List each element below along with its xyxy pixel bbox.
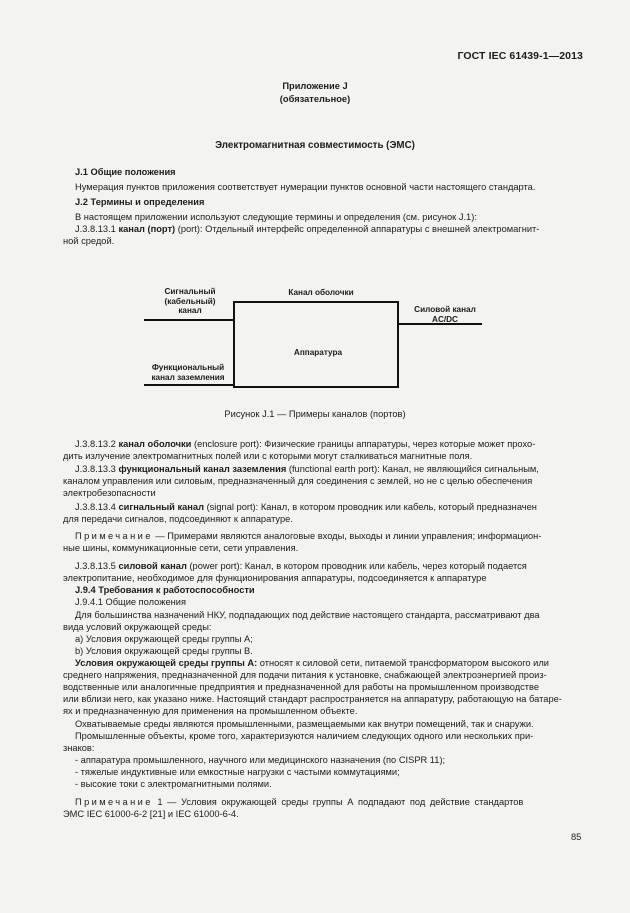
list-item-b: b) Условия окружающей среды группы В. — [75, 646, 253, 656]
bullet-item-2: - тяжелые индуктивные или емкостные нагрузки с частыми коммутациями; — [75, 767, 400, 777]
label-enclosure-port: Канал оболочки — [288, 288, 354, 297]
list-item-a: a) Условия окружающей среды группы А; — [75, 634, 253, 644]
note-2: Примечание 1 — Условия окружающей среды группы А подпадают под действие стандартов — [75, 797, 524, 807]
j1-heading: J.1 Общие положения — [75, 167, 176, 177]
definition-port-cont: ной средой. — [63, 236, 115, 246]
bullet-item-3: - высокие токи с электромагнитными полями. — [75, 779, 272, 789]
j1-text: Нумерация пунктов приложения соответствует нумерации пунктов основной части настоящего стандарта. — [75, 182, 536, 192]
j94-p1-cont: вида условий окружающей среды: — [63, 622, 212, 632]
definition-earth-cont2: электробезопасности — [63, 488, 156, 498]
label-signal-port: Сигнальный (кабельный) канал — [164, 287, 216, 315]
definition-earth: J.3.8.13.3 функциональный канал заземления (functional earth port): Канал, не являющийся сигнальным, — [75, 464, 539, 474]
env-a-line5: ях и предназначенную для применения на промышленном объекте. — [63, 706, 358, 716]
label-apparatus: Аппаратура — [293, 348, 343, 357]
standard-header: ГОСТ IEC 61439-1—2013 — [457, 50, 583, 62]
figure-ports-diagram — [140, 282, 490, 392]
definition-port — [75, 223, 539, 235]
env-a-line3: водственные или аналогичные предприятия и предназначенной для работы на промышленном производстве — [63, 682, 540, 692]
def-number: J.3.8.13.1 — [75, 224, 116, 234]
j94-heading: J.9.4 Требования к работоспособности — [75, 585, 255, 595]
appendix-subtitle: (обязательное) — [279, 94, 351, 104]
label-power-port: Силовой канал AC/DC — [414, 305, 476, 324]
industrial-sites-cont: знаков: — [63, 743, 95, 753]
definition-power-cont: электропитание, необходимое для функционирования аппаратуры, подсоединяется к аппаратуре — [63, 573, 487, 583]
note-1-cont: ные шины, коммуникационные сети, сети управления. — [63, 543, 299, 553]
env-a-line2: среднего напряжения, предназначенной для подачи питания к установке, снабжающей электроэнергией произ- — [63, 670, 547, 680]
apparatus-box — [234, 302, 398, 387]
env-a-definition: Условия окружающей среды группы А: относят к силовой сети, питаемой трансформатором высокого или — [75, 658, 549, 668]
industrial-sites: Промышленные объекты, кроме того, характеризуются наличием следующих одного или нескольких при- — [75, 731, 534, 741]
appendix-title: Приложение J — [282, 81, 348, 91]
bullet-item-1: - аппаратура промышленного, научного или медицинского назначения (по CISPR 11); — [75, 755, 446, 765]
page-number: 85 — [571, 832, 582, 842]
definition-signal: J.3.8.13.4 сигнальный канал (signal port): Канал, в котором проводник или кабель, который предназначен — [75, 502, 537, 512]
note-2-cont: ЭМС IEC 61000-6-2 [21] и IEC 61000-6-4. — [63, 809, 239, 819]
label-earth-port: Функциональный канал заземления — [151, 363, 225, 382]
figure-caption: Рисунок J.1 — Примеры каналов (портов) — [224, 409, 406, 419]
definition-signal-cont: для передачи сигналов, подсоединяют к аппаратуре. — [63, 514, 293, 524]
j941-heading: J.9.4.1 Общие положения — [75, 597, 186, 607]
definition-enclosure-cont: дить излучение электромагнитных полей или с которыми могут сталкиваться магнитные поля. — [63, 451, 473, 461]
definition-enclosure: J.3.8.13.2 канал оболочки (enclosure port): Физические границы аппаратуры, через которые может прохо- — [75, 439, 536, 449]
main-title: Электромагнитная совместимость (ЭМС) — [215, 140, 415, 151]
env-a-line4: или вблизи него, как указано ниже. Настоящий стандарт распространяется на аппаратуру, работающую на батаре- — [63, 694, 562, 704]
def-text: (port): Отдельный интерфейс определенной аппаратуры с внешней электромагнит- — [175, 224, 540, 234]
j94-p1: Для большинства назначений НКУ, подпадающих под действие настоящего стандарта, рассматривают два — [75, 610, 540, 620]
definition-power: J.3.8.13.5 силовой канал (power port): Канал, в котором проводник или кабель, через который подается — [75, 561, 527, 571]
j2-text: В настоящем приложении используют следующие термины и определения (см. рисунок J.1): — [75, 212, 477, 222]
j2-heading: J.2 Термины и определения — [75, 197, 205, 207]
def-term: канал (порт) — [118, 224, 176, 234]
definition-earth-cont: каналом управления или силовым, предназначенный для соединения с землей, но не с целью обеспечения — [63, 476, 533, 486]
note-1: Примечание — Примерами являются аналоговые входы, выходы и линии управления; информацион- — [75, 531, 542, 541]
covered-environments: Охватываемые среды являются промышленными, размещаемыми как внутри помещений, так и снаружи. — [75, 719, 534, 729]
